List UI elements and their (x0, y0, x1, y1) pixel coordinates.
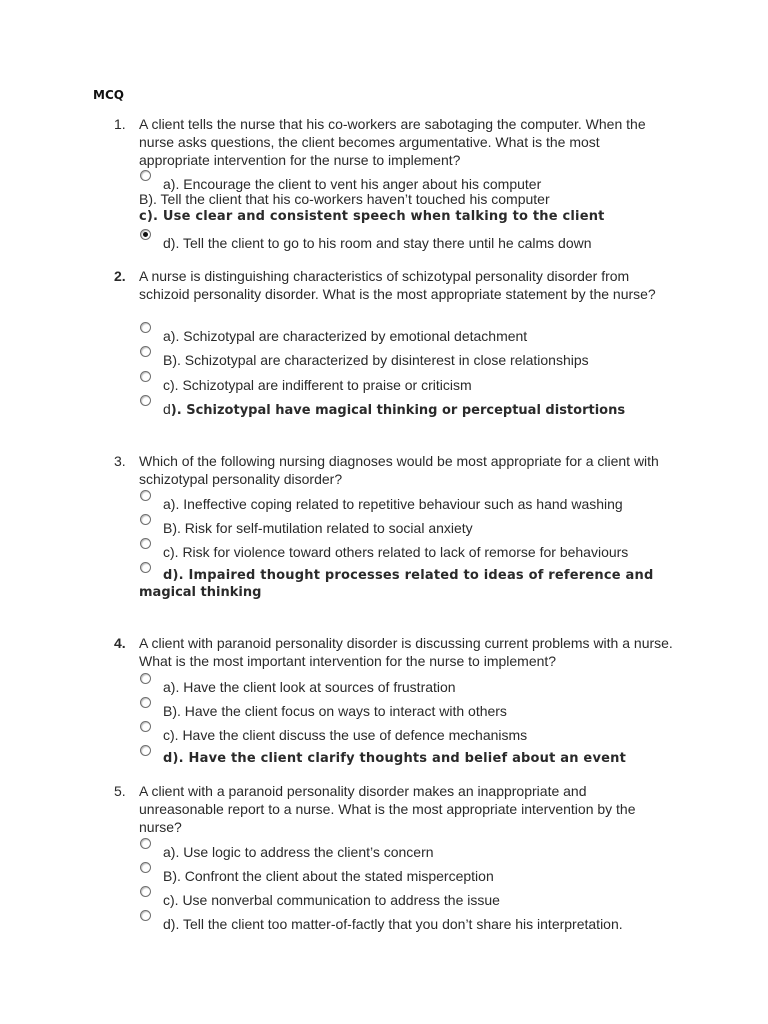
q1-option-c (139, 208, 699, 228)
q4-option-a[interactable] (139, 674, 699, 694)
question-text: A client with paranoid personality disorder is discussing current problems with a nurse. What is the most important intervention for the nurse to implement? (139, 635, 673, 669)
q1-option-a[interactable] (139, 171, 699, 191)
question-number: 1. (114, 116, 126, 132)
radio-button-icon[interactable] (140, 721, 151, 732)
q3-option-d[interactable] (139, 563, 699, 603)
page-heading: MCQ (93, 88, 124, 102)
option-label: a). Use logic to address the client’s concern (163, 844, 434, 860)
option-label: d). Tell the client to go to his room and stay there until he calms down (163, 235, 592, 251)
q5-option-a[interactable] (139, 839, 699, 859)
question-text: A client tells the nurse that his co-workers are sabotaging the computer. When the nurse asks questions, the client becomes argumentative. What is the most appropriate intervention for the nurse to implement? (139, 116, 646, 168)
radio-button-icon[interactable] (140, 886, 151, 897)
question-number: 5. (114, 783, 126, 799)
option-label: c). Schizotypal are indifferent to praise or criticism (163, 377, 472, 393)
radio-button-icon[interactable] (140, 910, 151, 921)
question-text: A nurse is distinguishing characteristics of schizotypal personality disorder from schizoid personality disorder. What is the most appropriate statement by the nurse? (139, 268, 656, 302)
option-label-correct: d). Have the client clarify thoughts and belief about an event (163, 751, 627, 766)
q4-option-b[interactable] (139, 698, 699, 718)
option-label: B). Risk for self-mutilation related to social anxiety (163, 520, 473, 536)
option-prefix: d (163, 401, 171, 417)
q3-option-b[interactable] (139, 515, 699, 535)
q4-option-d[interactable] (139, 746, 699, 766)
radio-button-icon[interactable] (140, 371, 151, 382)
q5-option-b[interactable] (139, 863, 699, 883)
q2-option-d[interactable] (139, 396, 699, 416)
question-text: Which of the following nursing diagnoses would be most appropriate for a client with schizotypal personality disorder? (139, 453, 659, 487)
option-label: B). Tell the client that his co-workers haven’t touched his computer (139, 191, 550, 207)
option-label: c). Use nonverbal communication to address the issue (163, 892, 500, 908)
radio-button-icon[interactable] (140, 697, 151, 708)
q3-option-a[interactable] (139, 491, 699, 511)
q3-option-c[interactable] (139, 539, 699, 559)
option-label: a). Schizotypal are characterized by emotional detachment (163, 328, 528, 344)
option-label: a). Encourage the client to vent his anger about his computer (163, 176, 542, 192)
option-label: a). Have the client look at sources of frustration (163, 679, 456, 695)
option-label-correct: d). Impaired thought processes related to ideas of reference and (163, 568, 654, 583)
option-label: d). Tell the client too matter-of-factly that you don’t share his interpretation. (163, 916, 623, 932)
radio-button-icon[interactable] (140, 838, 151, 849)
q1-option-d[interactable] (139, 230, 699, 250)
radio-button-icon[interactable] (140, 395, 151, 406)
question-text: A client with a paranoid personality disorder makes an inappropriate and unreasonable report to a nurse. What is the most appropriate intervention by the nurse? (139, 783, 636, 835)
radio-button-icon[interactable] (140, 490, 151, 501)
option-rest: ). Schizotypal have magical thinking or perceptual distortions (170, 403, 626, 418)
q5-option-d[interactable] (139, 911, 699, 931)
radio-button-selected-icon[interactable] (140, 229, 151, 240)
question-number: 2. (114, 268, 126, 284)
option-label-correct (163, 400, 625, 420)
q2-option-b[interactable] (139, 347, 699, 367)
option-label: B). Confront the client about the stated misperception (163, 868, 494, 884)
radio-button-icon[interactable] (140, 745, 151, 756)
option-label-continued: magical thinking (139, 585, 262, 600)
radio-button-icon[interactable] (140, 538, 151, 549)
radio-button-icon[interactable] (140, 862, 151, 873)
radio-button-icon[interactable] (140, 562, 151, 573)
q4-option-c[interactable] (139, 722, 699, 742)
option-label: c). Risk for violence toward others related to lack of remorse for behaviours (163, 544, 629, 560)
radio-button-icon[interactable] (140, 514, 151, 525)
radio-button-icon[interactable] (140, 673, 151, 684)
option-label: B). Schizotypal are characterized by disinterest in close relationships (163, 352, 589, 368)
question-number: 4. (114, 635, 126, 651)
option-label: c). Have the client discuss the use of defence mechanisms (163, 727, 528, 743)
q2-option-a[interactable] (139, 323, 699, 343)
question-number: 3. (114, 453, 126, 469)
radio-button-icon[interactable] (140, 322, 151, 333)
option-label: a). Ineffective coping related to repetitive behaviour such as hand washing (163, 496, 623, 512)
q1-option-b (139, 190, 699, 210)
q2-option-c[interactable] (139, 372, 699, 392)
q5-option-c[interactable] (139, 887, 699, 907)
option-label-correct: c). Use clear and consistent speech when talking to the client (139, 209, 605, 224)
radio-button-icon[interactable] (140, 346, 151, 357)
option-label: B). Have the client focus on ways to interact with others (163, 703, 507, 719)
radio-button-icon[interactable] (140, 170, 151, 181)
